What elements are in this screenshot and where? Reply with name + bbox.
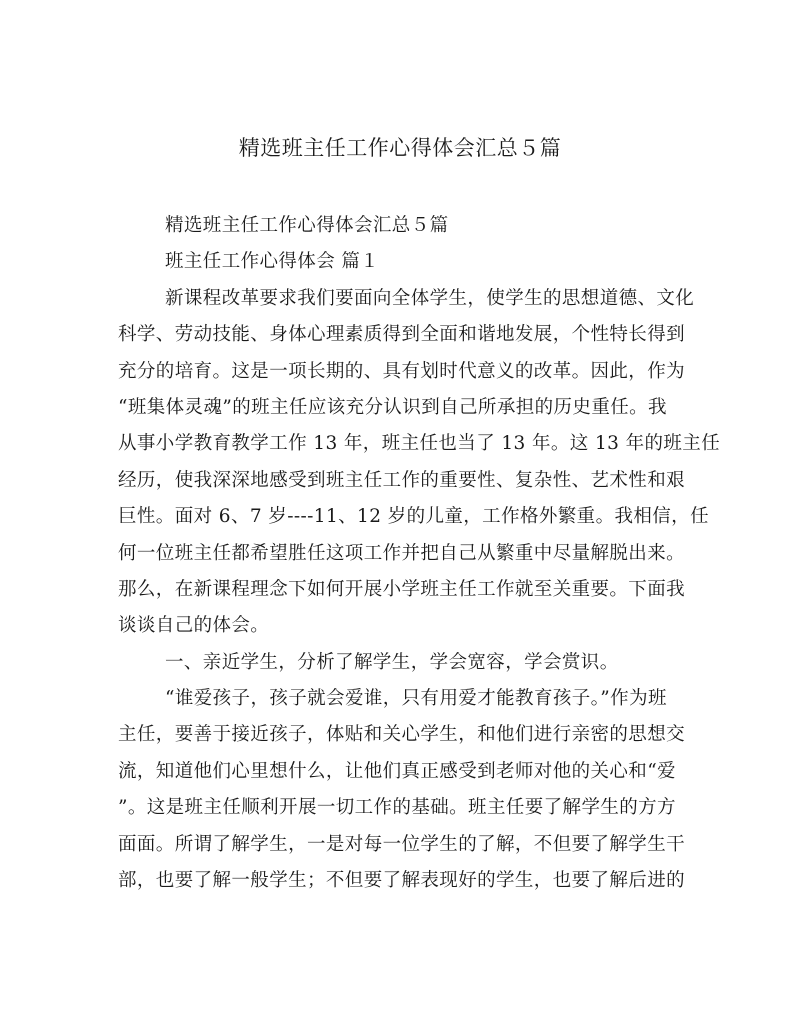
text-line: 主任，要善于接近孩子，体贴和关心学生，和他们进行亲密的思想交: [118, 724, 686, 746]
text-line: 班主任工作心得体会 篇１: [165, 251, 380, 273]
text-line: 经历，使我深深地感受到班主任工作的重要性、复杂性、艺术性和艰: [118, 469, 686, 491]
text-line: 面面。所谓了解学生，一是对每一位学生的了解，不但要了解学生干: [118, 833, 686, 855]
text-line: 谈谈自己的体会。: [118, 615, 270, 637]
text-line: 一、亲近学生，分析了解学生，学会宽容，学会赏识。: [165, 651, 619, 673]
text-line: 部，也要了解一般学生；不但要了解表现好的学生，也要了解后进的: [118, 870, 686, 892]
text-line: “班集体灵魂”的班主任应该充分认识到自己所承担的历史重任。我: [118, 396, 667, 418]
document-title: 精选班主任工作心得体会汇总５篇: [238, 136, 562, 160]
text-line: 何一位班主任都希望胜任这项工作并把自己从繁重中尽量解脱出来。: [118, 542, 686, 564]
text-line: 从事小学教育教学工作 13 年，班主任也当了 13 年。这 13 年的班主任: [118, 433, 721, 455]
document-body: [118, 208, 721, 899]
text-line: 新课程改革要求我们要面向全体学生，使学生的思想道德、文化: [165, 287, 695, 309]
text-line: ”。这是班主任顺利开展一切工作的基础。班主任要了解学生的方方: [118, 797, 676, 819]
text-line: “谁爱孩子，孩子就会爱谁，只有用爱才能教育孩子。”作为班: [165, 688, 667, 710]
text-line: 科学、劳动技能、身体心理素质得到全面和谐地发展，个性特长得到: [118, 324, 686, 346]
text-line: 精选班主任工作心得体会汇总５篇: [165, 215, 449, 236]
text-line: 那么，在新课程理念下如何开展小学班主任工作就至关重要。下面我: [118, 578, 686, 600]
text-line: 巨性。面对 6、7 岁----11、12 岁的儿童，工作格外繁重。我相信，任: [118, 506, 709, 528]
text-line: 充分的培育。这是一项长期的、具有划时代意义的改革。因此，作为: [118, 360, 686, 382]
text-line: 流，知道他们心里想什么，让他们真正感受到老师对他的关心和“爱: [118, 760, 676, 782]
